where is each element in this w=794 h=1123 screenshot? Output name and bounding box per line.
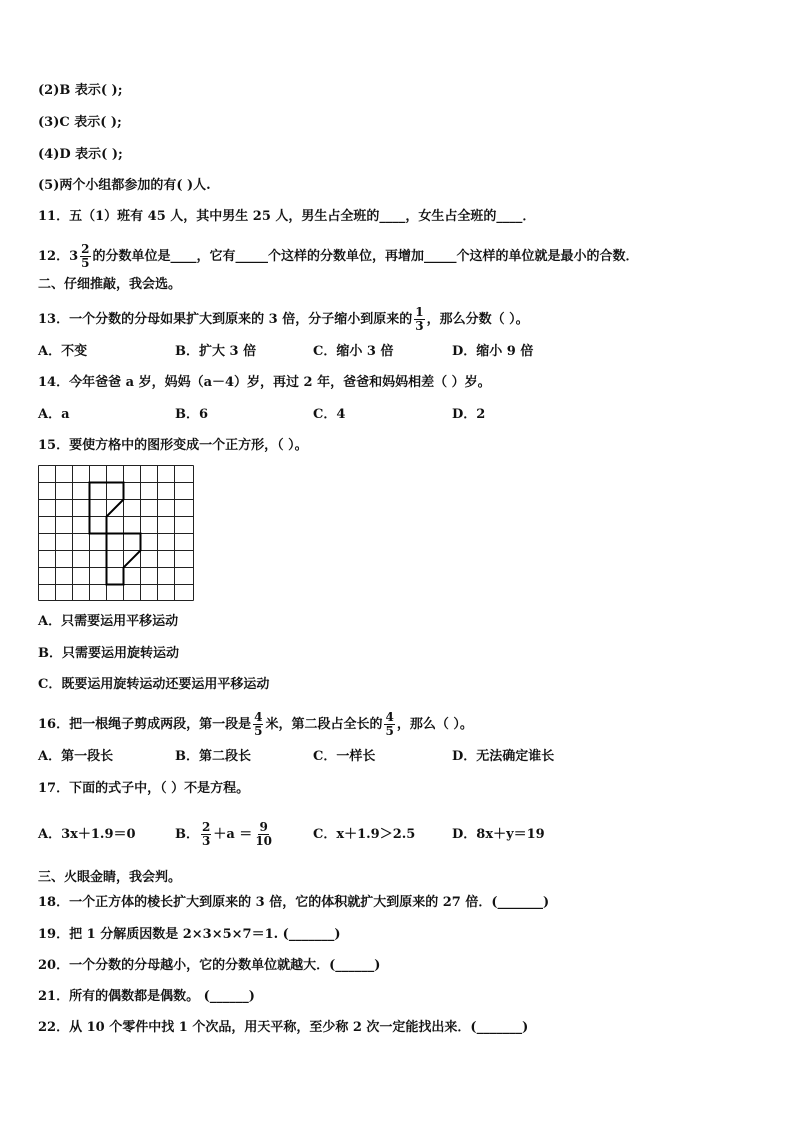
figure-shape — [90, 483, 141, 585]
q14-option-a: A．a — [38, 407, 70, 422]
frac-den: 5 — [81, 256, 90, 270]
question-19: 19．把 1 分解质因数是 2×3×5×7＝1. (_______) — [38, 927, 341, 942]
frac-num: 9 — [259, 820, 268, 834]
q17-b-middle: ＋a ＝ — [213, 827, 253, 842]
question-13 — [38, 306, 529, 333]
q15-option-b: B．只需要运用旋转运动 — [38, 646, 179, 661]
question-21: 21．所有的偶数都是偶数。 (______) — [38, 989, 255, 1004]
frac-den: 5 — [385, 724, 394, 738]
q17-b-fraction-2 — [254, 821, 273, 848]
q13-option-d: D．缩小 9 倍 — [452, 344, 534, 359]
q12-fraction — [80, 243, 90, 270]
q14-option-d: D．2 — [452, 407, 486, 422]
q16-suffix: ，那么（ ）。 — [396, 717, 473, 732]
frac-num: 4 — [254, 710, 263, 724]
question-11: 11．五（1）班有 45 人，其中男生 25 人，男生占全班的____，女生占全班的____． — [38, 209, 536, 224]
line-d: (4)D 表示( ); — [38, 147, 123, 162]
q13-suffix: ，那么分数（ ）。 — [426, 312, 529, 327]
frac-num: 2 — [81, 242, 90, 256]
q13-option-a: A．不变 — [38, 344, 88, 359]
line-c: (3)C 表示( ); — [38, 115, 122, 130]
q13-option-c: C．缩小 3 倍 — [313, 344, 394, 359]
line-b: (2)B 表示( ); — [38, 83, 123, 98]
question-17: 17．下面的式子中，（ ）不是方程。 — [38, 781, 250, 796]
q14-option-c: C．4 — [313, 407, 346, 422]
q16-middle: 米，第二段占全长的 — [265, 717, 383, 732]
question-12 — [38, 243, 639, 270]
frac-den: 3 — [415, 319, 424, 333]
section-2-heading: 二、仔细推敲，我会选。 — [38, 277, 182, 292]
q14-option-b: B．6 — [175, 407, 209, 422]
question-14: 14．今年爸爸 a 岁，妈妈（a－4）岁，再过 2 年，爸爸和妈妈相差（ ）岁。 — [38, 375, 491, 390]
line-5: (5)两个小组都参加的有( )人. — [38, 178, 211, 193]
question-22: 22．从 10 个零件中找 1 个次品，用天平称，至少称 2 次一定能找出来．(_______) — [38, 1020, 529, 1035]
q15-option-c: C．既要运用旋转运动还要运用平移运动 — [38, 677, 270, 692]
question-20: 20．一个分数的分母越小，它的分数单位就越大．(______) — [38, 958, 381, 973]
q16-option-c: C．一样长 — [313, 749, 376, 764]
q17-b-fraction-1 — [201, 821, 211, 848]
q13-prefix: 13．一个分数的分母如果扩大到原来的 3 倍，分子缩小到原来的 — [38, 312, 413, 327]
frac-num: 2 — [202, 820, 211, 834]
q16-option-d: D．无法确定谁长 — [452, 749, 555, 764]
question-16 — [38, 711, 473, 738]
q17-option-d: D．8x＋y＝19 — [452, 827, 545, 842]
q16-option-b: B．第二段长 — [175, 749, 251, 764]
frac-den: 5 — [254, 724, 263, 738]
q17-option-a: A．3x＋1.9＝0 — [38, 827, 136, 842]
q12-suffix: 的分数单位是____，它有_____个这样的分数单位，再增加_____个这样的单位就是最小的合数． — [92, 249, 639, 264]
frac-num: 1 — [415, 305, 424, 319]
q16-prefix: 16．把一根绳子剪成两段，第一段是 — [38, 717, 252, 732]
q16-fraction-1 — [253, 711, 263, 738]
question-18: 18．一个正方体的棱长扩大到原来的 3 倍，它的体积就扩大到原来的 27 倍．(_______) — [38, 895, 550, 910]
q15-option-a: A．只需要运用平移运动 — [38, 614, 179, 629]
square-grid-figure — [38, 465, 194, 601]
q17-option-b — [175, 818, 275, 852]
frac-num: 4 — [385, 710, 394, 724]
q13-option-b: B．扩大 3 倍 — [175, 344, 257, 359]
question-15: 15．要使方格中的图形变成一个正方形，（ ）。 — [38, 438, 308, 453]
q13-fraction — [414, 306, 424, 333]
q17-option-c: C．x＋1.9＞2.5 — [313, 827, 416, 842]
q17-b-label: B． — [175, 827, 199, 842]
q16-fraction-2 — [384, 711, 394, 738]
q16-option-a: A．第一段长 — [38, 749, 114, 764]
frac-den: 10 — [255, 834, 273, 848]
q12-prefix: 12．3 — [38, 249, 79, 264]
section-3-heading: 三、火眼金睛，我会判。 — [38, 870, 182, 885]
frac-den: 3 — [202, 834, 211, 848]
